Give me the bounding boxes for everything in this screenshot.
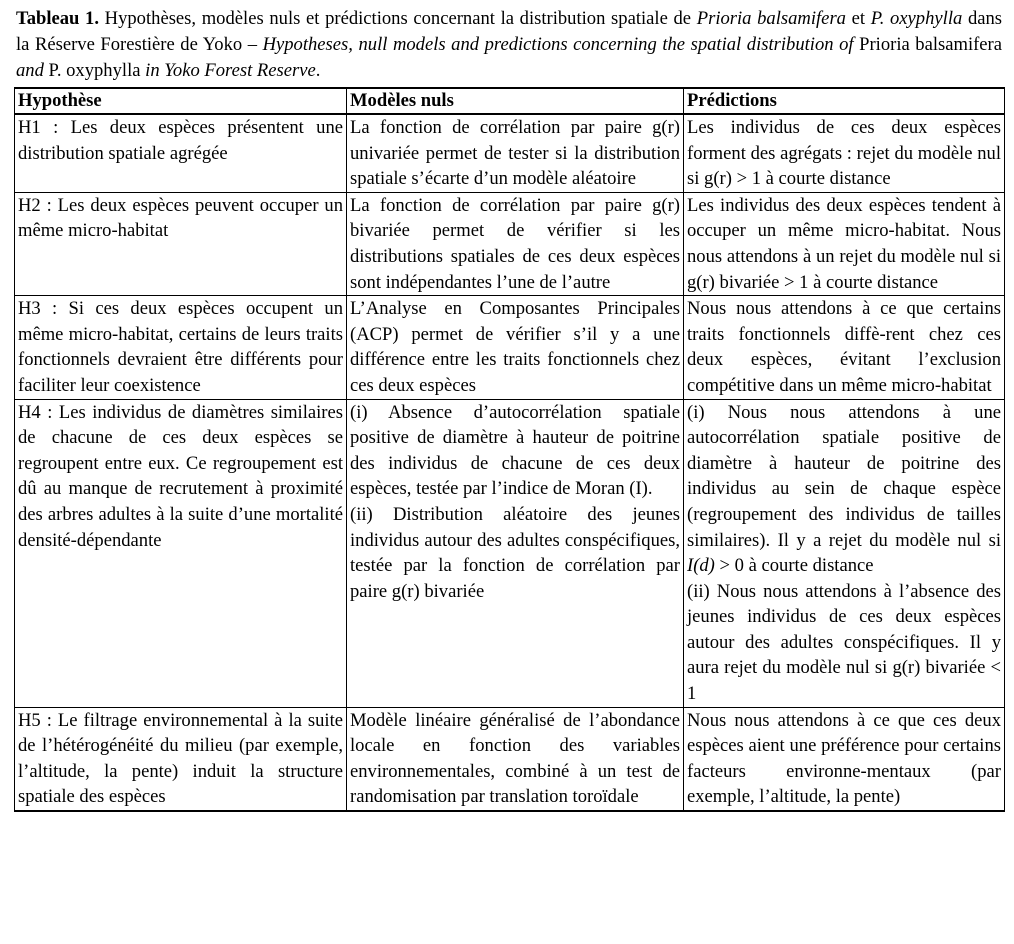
null-model-item-ii: (ii) Distribution aléatoire des jeunes individus autour des adultes conspécifiques, testée par la fonction de corrélation par paire g(r) bivariée	[350, 503, 680, 602]
cell-prediction	[684, 399, 1005, 707]
null-model-item-i: (i) Absence d’autocorrélation spatiale positive de diamètre à hauteur de poitrine des individus de chacune de ces deux espèces, testée par l’indice de Moran (I).	[350, 401, 680, 500]
cell-null-model: L’Analyse en Composantes Principales (ACP) permet de vérifier s’il y a une différence entre les traits fonctionnels chez ces deux espèces	[347, 296, 684, 399]
cell-null-model: Modèle linéaire généralisé de l’abondance locale en fonction des variables environnementales, combiné à un test de randomisation par translation toroïdale	[347, 707, 684, 811]
cell-prediction: Nous nous attendons à ce que ces deux espèces aient une préférence pour certains facteurs environne-mentaux (par exemple, l’altitude, la pente)	[684, 707, 1005, 811]
table-row-h5	[15, 707, 1005, 811]
table-row-h1	[15, 114, 1005, 192]
cell-null-model	[347, 399, 684, 707]
caption-fr-species1: Prioria balsamifera	[696, 8, 846, 29]
caption-fr-part2: et	[845, 8, 871, 29]
prediction-item-i	[687, 400, 1001, 579]
cell-hypothesis: H3 : Si ces deux espèces occupent un même micro-habitat, certains de leurs traits fonctionnels devraient être différents pour faciliter leur coexistence	[15, 296, 347, 399]
caption-label: Tableau 1.	[16, 8, 99, 29]
cell-hypothesis: H1 : Les deux espèces présentent une distribution spatiale agrégée	[15, 114, 347, 192]
prediction-item-ii: (ii) Nous nous attendons à l’absence des jeunes individus de ces deux espèces autour des adultes conspécifiques. Il y aura rejet du modèle nul si g(r) bivariée < 1	[687, 580, 1001, 705]
caption-en-part1: Hypotheses, null models and predictions concerning the spatial distribution of	[262, 34, 860, 55]
moran-index-symbol: I(d)	[687, 555, 715, 577]
header-null-models: Modèles nuls	[347, 88, 684, 114]
cell-null-model: La fonction de corrélation par paire g(r) bivariée permet de vérifier si les distributions spatiales de ces deux espèces sont indépendantes l’une de l’autre	[347, 192, 684, 295]
cell-prediction: Nous nous attendons à ce que certains traits fonctionnels diffè-rent chez ces deux espèces, évitant l’exclusion compétitive dans un même micro-habitat	[684, 296, 1005, 399]
table-figure	[14, 6, 1004, 812]
hypotheses-table	[14, 87, 1005, 812]
header-hypothesis: Hypothèse	[15, 88, 347, 114]
caption-en-part2: and	[16, 60, 49, 81]
cell-hypothesis: H2 : Les deux espèces peuvent occuper un même micro-habitat	[15, 192, 347, 295]
cell-prediction: Les individus des deux espèces tendent à occuper un même micro-habitat. Nous nous attendons à un rejet du modèle nul si g(r) bivariée > 1 à courte distance	[684, 192, 1005, 295]
table-row-h2	[15, 192, 1005, 295]
caption-en-species2: P. oxyphylla	[48, 60, 141, 81]
caption-end: .	[315, 60, 321, 81]
caption-fr-species2: P. oxyphylla	[870, 8, 963, 29]
table-header-row	[15, 88, 1005, 114]
caption-en-species1: Prioria balsamifera	[859, 34, 1003, 55]
caption-en-part3: in Yoko Forest Reserve	[140, 60, 316, 81]
table-row-h3	[15, 296, 1005, 399]
prediction-i-text-end: > 0 à courte distance	[714, 555, 874, 577]
table-caption	[14, 6, 1004, 84]
cell-null-model: La fonction de corrélation par paire g(r) univariée permet de tester si la distribution spatiale s’écarte d’un modèle aléatoire	[347, 114, 684, 192]
cell-prediction: Les individus de ces deux espèces forment des agrégats : rejet du modèle nul si g(r) > 1 à courte distance	[684, 114, 1005, 192]
cell-hypothesis: H5 : Le filtrage environnemental à la suite de l’hétérogénéité du milieu (par exemple, l’altitude, la pente) induit la structure spatiale des espèces	[15, 707, 347, 811]
table-row-h4	[15, 399, 1005, 707]
caption-fr-part3: dans la Réserve Forestière de Yoko –	[16, 8, 1003, 55]
header-predictions: Prédictions	[684, 88, 1005, 114]
prediction-i-text: (i) Nous nous attendons à une autocorrélation spatiale positive de diamètre à hauteur de poitrine des individus au sein de chaque espèce (regroupement des individus de tailles similaires). Il y a rejet du modèle nul si	[687, 401, 1001, 551]
caption-fr-part1: Hypothèses, modèles nuls et prédictions concernant la distribution spatiale de	[99, 8, 697, 29]
cell-hypothesis: H4 : Les individus de diamètres similaires de chacune de ces deux espèces se regroupent entre eux. Ce regroupement est dû au manque de recrutement à proximité des arbres adultes à la suite d’une mortalité densité-dépendante	[15, 399, 347, 707]
